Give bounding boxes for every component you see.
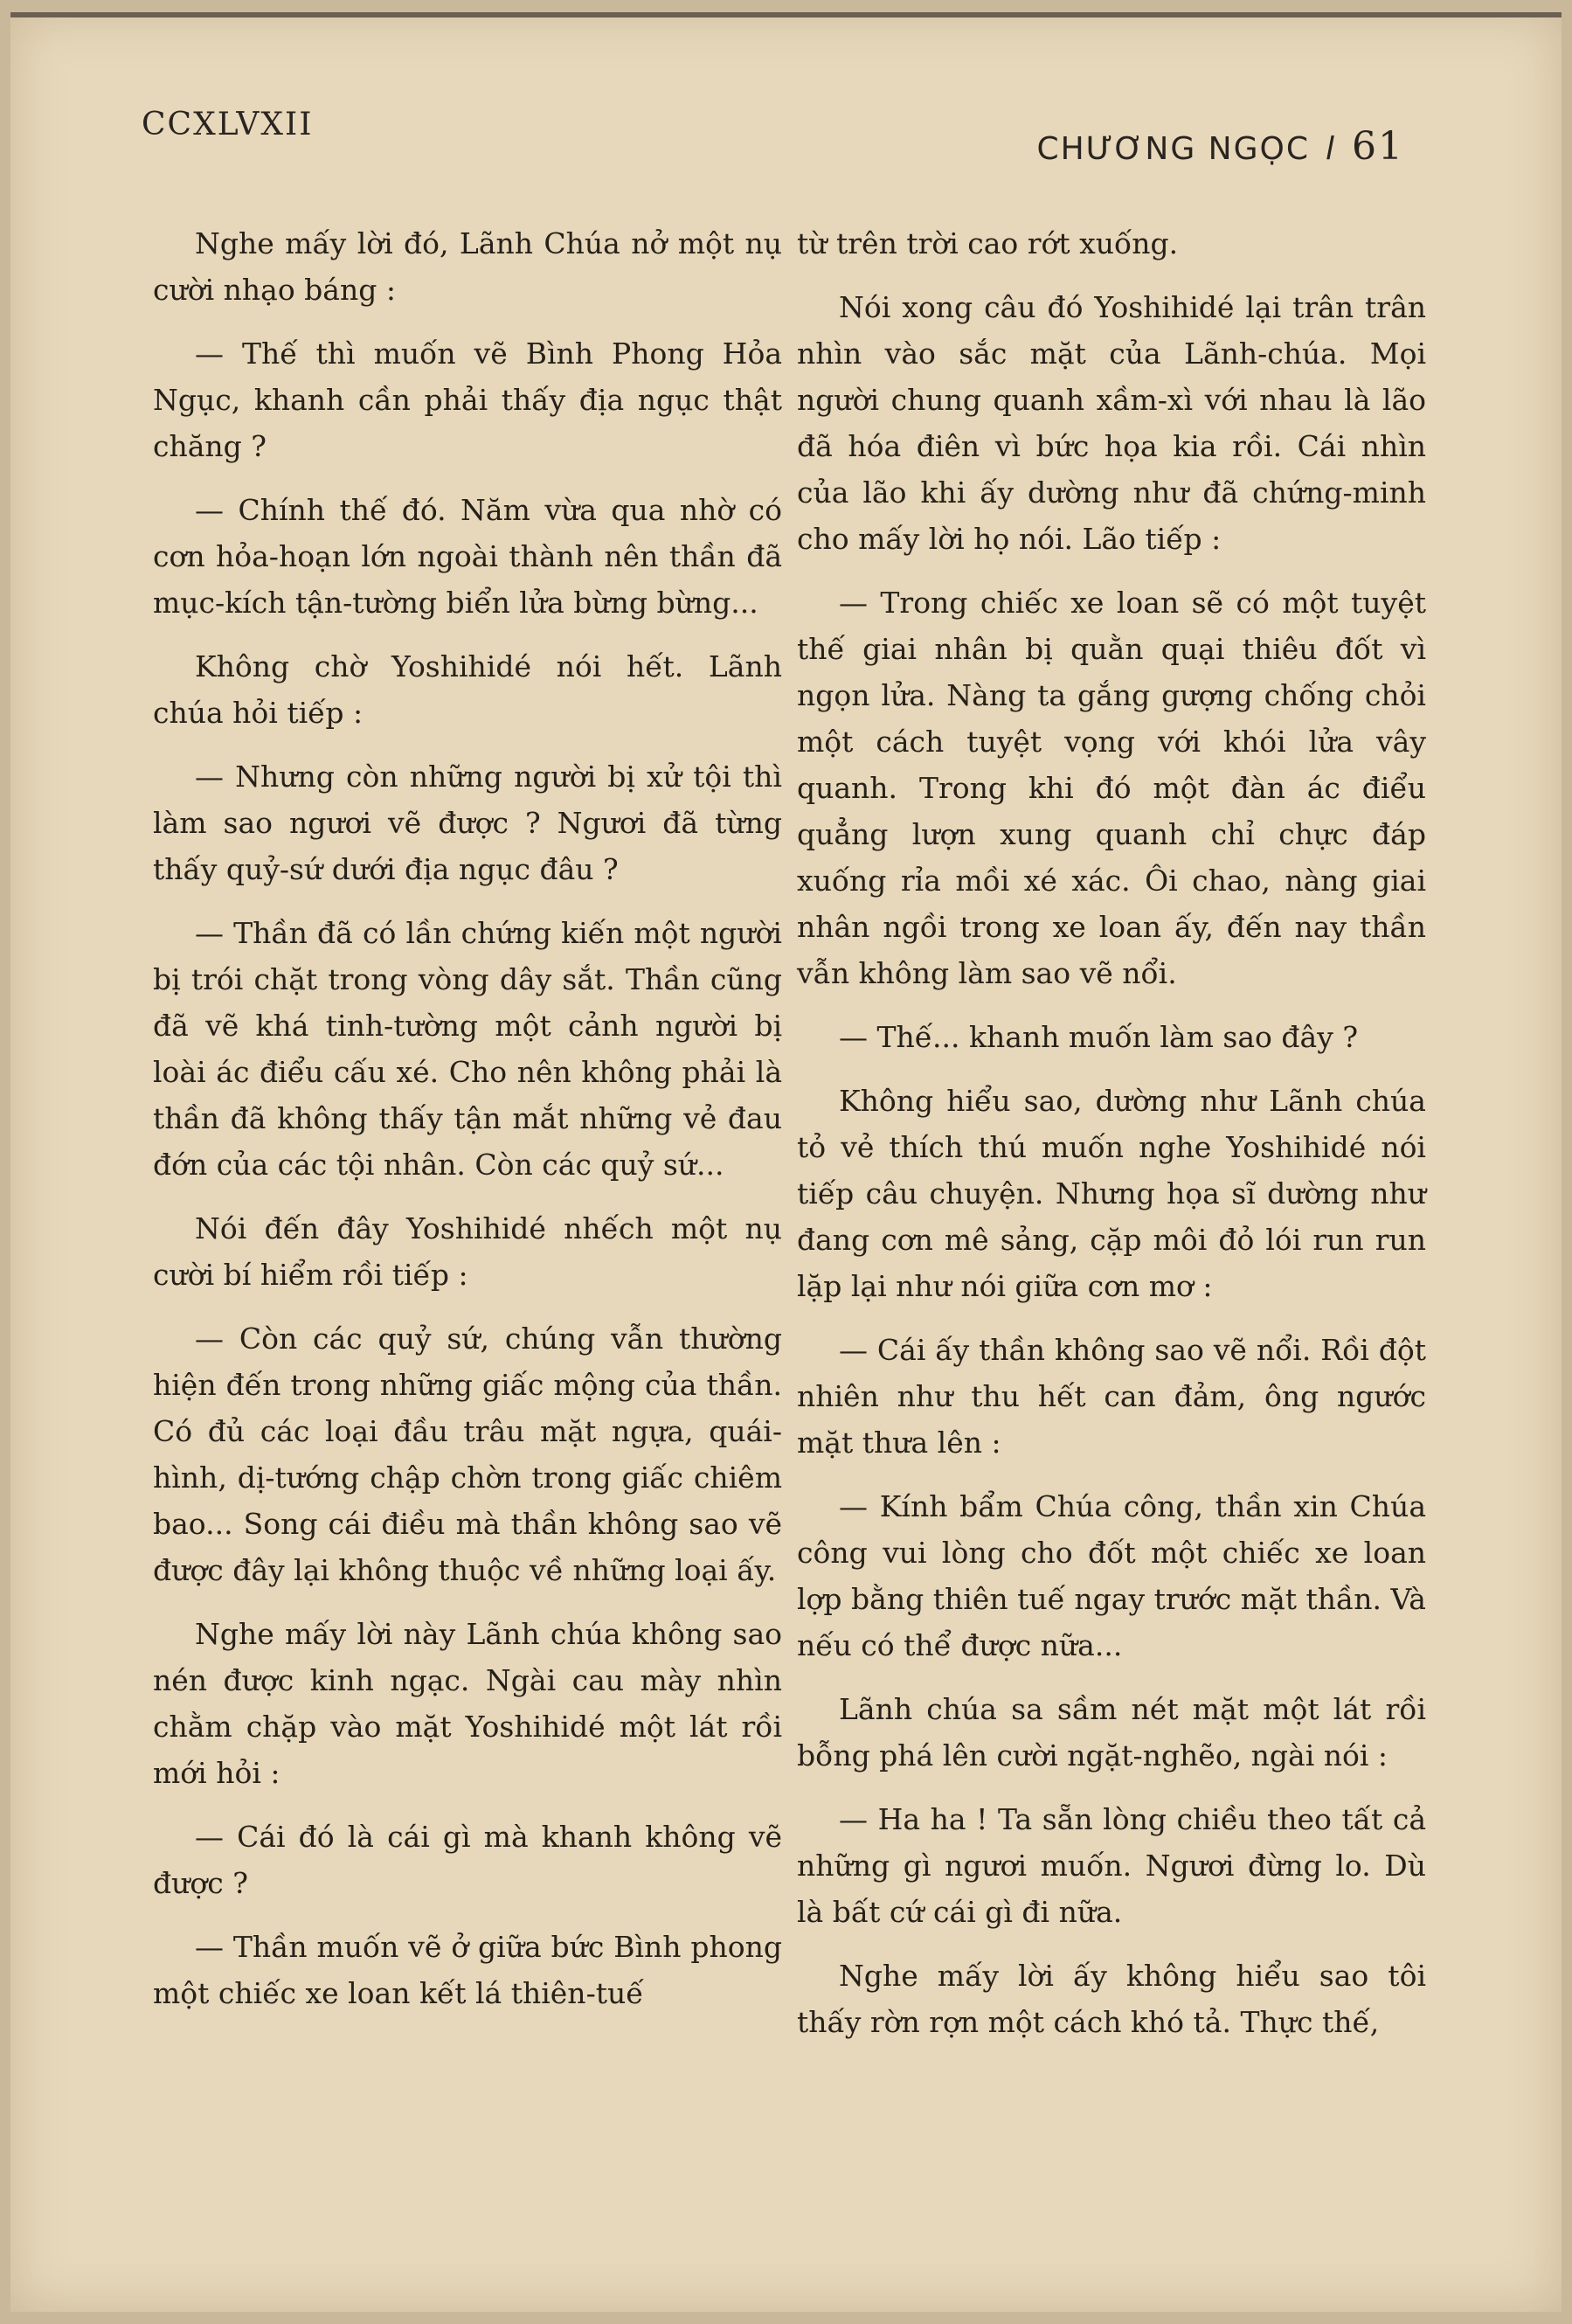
- book-page: [10, 12, 1562, 2312]
- paragraph: — Cái ấy thần không sao vẽ nổi. Rồi đột nhiên như thu hết can đảm, ông ngước mặt thưa lên :: [797, 1333, 1426, 1460]
- paragraph: — Thần đã có lần chứng kiến một người bị trói chặt trong vòng dây sắt. Thần cũng đã vẽ khá tinh-tường một cảnh người bị loài ác điểu cấu xé. Cho nên không phải là thần đã không thấy tận mắt những vẻ đau đớn của các tội nhân. Còn các quỷ sứ...: [153, 916, 782, 1182]
- paragraph: — Nhưng còn những người bị xử tội thì làm sao ngươi vẽ được ? Ngươi đã từng thấy quỷ-sứ dưới địa ngục đâu ?: [153, 760, 782, 886]
- running-header: [1036, 124, 1404, 169]
- page-number: 61: [1352, 124, 1404, 169]
- paragraph: — Thế... khanh muốn làm sao đây ?: [839, 1020, 1359, 1054]
- paragraph: Không hiểu sao, dường như Lãnh chúa tỏ vẻ thích thú muốn nghe Yoshihidé nói tiếp câu chuyện. Nhưng họa sĩ dường như đang cơn mê sảng, cặp môi đỏ lói run run lặp lại như nói giữa cơn mơ :: [797, 1084, 1426, 1303]
- paragraph: — Trong chiếc xe loan sẽ có một tuyệt thế giai nhân bị quằn quại thiêu đốt vì ngọn lửa. Nàng ta gắng gượng chống chỏi một cách tuyệt vọng với khói lửa vây quanh. Trong khi đó một đàn ác điểu quẳng lượn xung quanh chỉ chực đáp xuống rỉa mồi xé xác. Ôi chao, nàng giai nhân ngồi trong xe loan ấy, đến nay thần vẫn không làm sao vẽ nổi.: [797, 586, 1426, 990]
- paragraph: Không chờ Yoshihidé nói hết. Lãnh chúa hỏi tiếp :: [153, 649, 782, 730]
- paragraph: Nói xong câu đó Yoshihidé lại trân trân nhìn vào sắc mặt của Lãnh-chúa. Mọi người chung quanh xầm-xì với nhau là lão đã hóa điên vì bức họa kia rồi. Cái nhìn của lão khi ấy dường như đã chứng-minh cho mấy lời họ nói. Lão tiếp :: [797, 290, 1426, 556]
- paragraph: Nghe mấy lời này Lãnh chúa không sao nén được kinh ngạc. Ngài cau mày nhìn chằm chặp vào mặt Yoshihidé một lát rồi mới hỏi :: [153, 1617, 782, 1790]
- paragraph: — Kính bẩm Chúa công, thần xin Chúa công vui lòng cho đốt một chiếc xe loan lợp bằng thiên tuế ngay trước mặt thần. Và nếu có thể được nữa...: [797, 1489, 1426, 1662]
- paragraph: — Chính thế đó. Năm vừa qua nhờ có cơn hỏa-hoạn lớn ngoài thành nên thần đã mục-kích tận-tường biển lửa bừng bừng...: [153, 493, 782, 620]
- left-column: [153, 220, 782, 2034]
- paragraph-continued: từ trên trời cao rớt xuống.: [797, 226, 1179, 260]
- page-top-edge: [10, 12, 1562, 17]
- header-separator: l: [1325, 131, 1336, 167]
- paragraph: — Thế thì muốn vẽ Bình Phong Hỏa Ngục, khanh cần phải thấy địa ngục thật chăng ?: [153, 336, 782, 463]
- paragraph: Lãnh chúa sa sầm nét mặt một lát rồi bỗng phá lên cười ngặt-nghẽo, ngài nói :: [797, 1692, 1426, 1772]
- paragraph: — Còn các quỷ sứ, chúng vẫn thường hiện đến trong những giấc mộng của thần. Có đủ các loại đầu trâu mặt ngựa, quái-hình, dị-tướng chập chờn trong giấc chiêm bao... Song cái điều mà thần không sao vẽ được đây lại không thuộc về những loại ấy.: [153, 1322, 782, 1587]
- paragraph: Nghe mấy lời đó, Lãnh Chúa nở một nụ cười nhạo báng :: [153, 226, 782, 307]
- paragraph: — Ha ha ! Ta sẵn lòng chiều theo tất cả những gì ngươi muốn. Ngươi đừng lo. Dù là bất cứ cái gì đi nữa.: [797, 1802, 1426, 1929]
- paragraph: — Cái đó là cái gì mà khanh không vẽ được ?: [153, 1820, 782, 1900]
- paragraph: Nói đến đây Yoshihidé nhếch một nụ cười bí hiểm rồi tiếp :: [153, 1211, 782, 1292]
- chapter-title: CHƯƠNG NGỌC: [1036, 131, 1310, 167]
- paragraph: — Thần muốn vẽ ở giữa bức Bình phong một chiếc xe loan kết lá thiên-tuế: [153, 1930, 782, 2010]
- right-column: [797, 220, 1426, 2063]
- paragraph: Nghe mấy lời ấy không hiểu sao tôi thấy rờn rợn một cách khó tả. Thực thế,: [797, 1959, 1426, 2039]
- page-header-code: CCXLVXII: [142, 107, 314, 142]
